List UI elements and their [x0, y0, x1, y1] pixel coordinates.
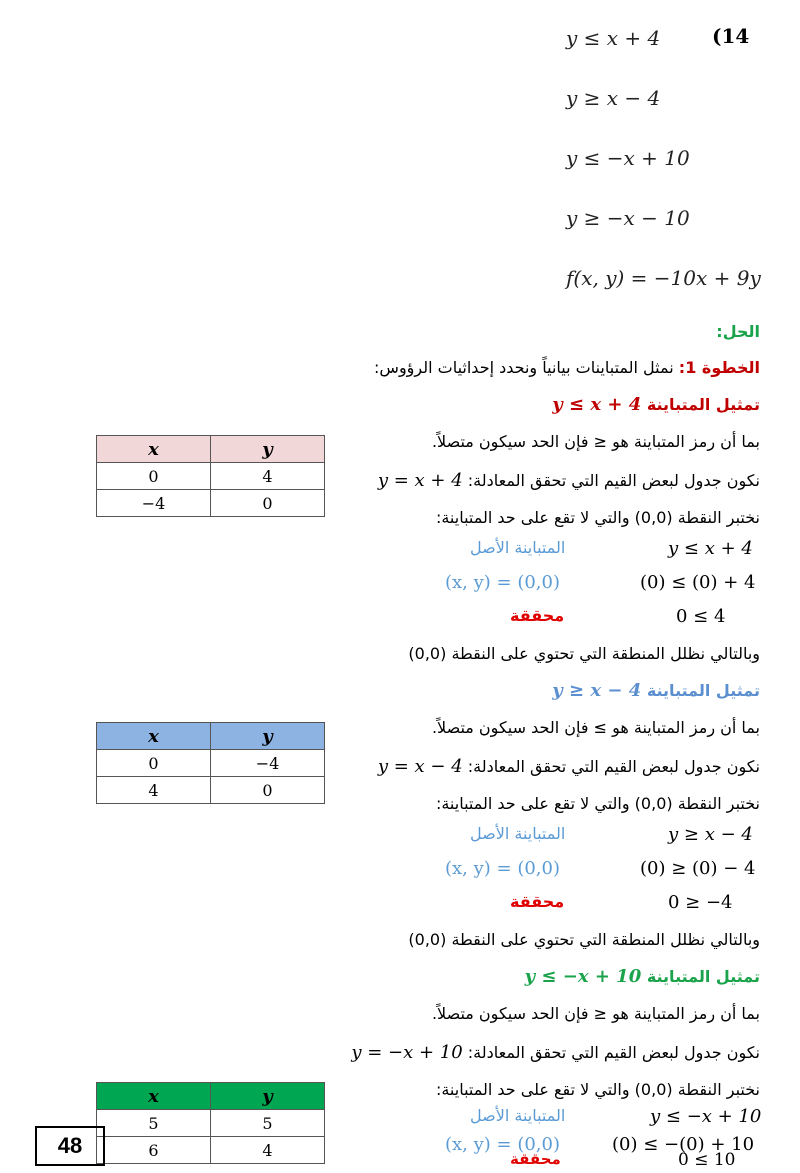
step1-label: الخطوة 1: [678, 358, 760, 377]
section2-conclusion: وبالتالي نظلل المنطقة التي تحتوي على النقطة (0,0) [408, 930, 760, 949]
inequality-1: y ≤ x + 4 [566, 26, 661, 50]
section1-line2: نكون جدول لبعض القيم التي تحقق المعادلة: y = x + 4 [377, 470, 760, 491]
table-header-x: x [97, 436, 211, 463]
solution-label: الحل: [716, 322, 760, 341]
section3-line1: بما أن رمز المتباينة هو ≤ فإن الحد سيكون متصلاً. [431, 1004, 760, 1023]
section3-verified: محققة [510, 1150, 561, 1168]
section2-original-math: y ≥ x − 4 [668, 824, 753, 845]
section3-heading: تمثيل المتباينة y ≤ −x + 10 [524, 966, 760, 987]
section1-conclusion: وبالتالي نظلل المنطقة التي تحتوي على النقطة (0,0) [408, 644, 760, 663]
problem-number: (14 [712, 24, 750, 48]
section1-result: 0 ≤ 4 [676, 606, 726, 627]
section1-line1: بما أن رمز المتباينة هو ≤ فإن الحد سيكون متصلاً. [431, 432, 760, 451]
section1-verified: محققة [510, 606, 565, 625]
section2-heading: تمثيل المتباينة y ≥ x − 4 [552, 680, 760, 701]
section2-line2: نكون جدول لبعض القيم التي تحقق المعادلة: y = x − 4 [377, 756, 760, 777]
page-number: 48 [35, 1126, 105, 1166]
table-header-y: y [211, 1083, 325, 1110]
section2-substitution: (0) ≥ (0) − 4 [640, 858, 756, 879]
section1-value-table [96, 435, 325, 517]
section2-point-label: (x, y) = (0,0) [445, 858, 561, 879]
table-header-y: y [211, 436, 325, 463]
section3-result: 0 ≤ 10 [678, 1150, 736, 1170]
section3-original-label: المتباينة الأصل [470, 1106, 566, 1125]
section3-original-math: y ≤ −x + 10 [650, 1106, 762, 1127]
table-row: −4 0 [97, 490, 325, 517]
section3-line3: نختبر النقطة (0,0) والتي لا تقع على حد المتباينة: [435, 1080, 760, 1099]
section3-value-table [96, 1082, 325, 1164]
section2-original-label: المتباينة الأصل [470, 824, 566, 843]
section2-value-table [96, 722, 325, 804]
table-header-x: x [97, 1083, 211, 1110]
step1-text: نمثل المتباينات بيانياً ونحدد إحداثيات الرؤوس: [374, 358, 674, 377]
table-row: 4 0 [97, 777, 325, 804]
section3-point-label: (x, y) = (0,0) [445, 1134, 561, 1155]
section3-line2: نكون جدول لبعض القيم التي تحقق المعادلة: y = −x + 10 [351, 1042, 760, 1063]
inequality-2: y ≥ x − 4 [566, 86, 661, 110]
section1-heading: تمثيل المتباينة y ≤ x + 4 [552, 394, 760, 415]
table-row: 0 4 [97, 463, 325, 490]
section2-result: 0 ≥ −4 [668, 892, 733, 913]
section2-line3: نختبر النقطة (0,0) والتي لا تقع على حد المتباينة: [435, 794, 760, 813]
inequality-4: y ≥ −x − 10 [566, 206, 690, 230]
table-row: 5 5 [97, 1110, 325, 1137]
table-header-y: y [211, 723, 325, 750]
section3-substitution: (0) ≤ −(0) + 10 [612, 1134, 755, 1155]
section1-original-math: y ≤ x + 4 [668, 538, 753, 559]
table-header-x: x [97, 723, 211, 750]
section1-substitution: (0) ≤ (0) + 4 [640, 572, 756, 593]
objective-function: f(x, y) = −10x + 9y [566, 266, 761, 290]
section1-original-label: المتباينة الأصل [470, 538, 566, 557]
inequality-3: y ≤ −x + 10 [566, 146, 690, 170]
section1-line3: نختبر النقطة (0,0) والتي لا تقع على حد المتباينة: [435, 508, 760, 527]
table-row: 0 −4 [97, 750, 325, 777]
step1-line [374, 358, 760, 377]
section1-point-label: (x, y) = (0,0) [445, 572, 561, 593]
section2-line1: بما أن رمز المتباينة هو ≥ فإن الحد سيكون متصلاً. [431, 718, 760, 737]
table-row: 6 4 [97, 1137, 325, 1164]
section2-verified: محققة [510, 892, 565, 911]
